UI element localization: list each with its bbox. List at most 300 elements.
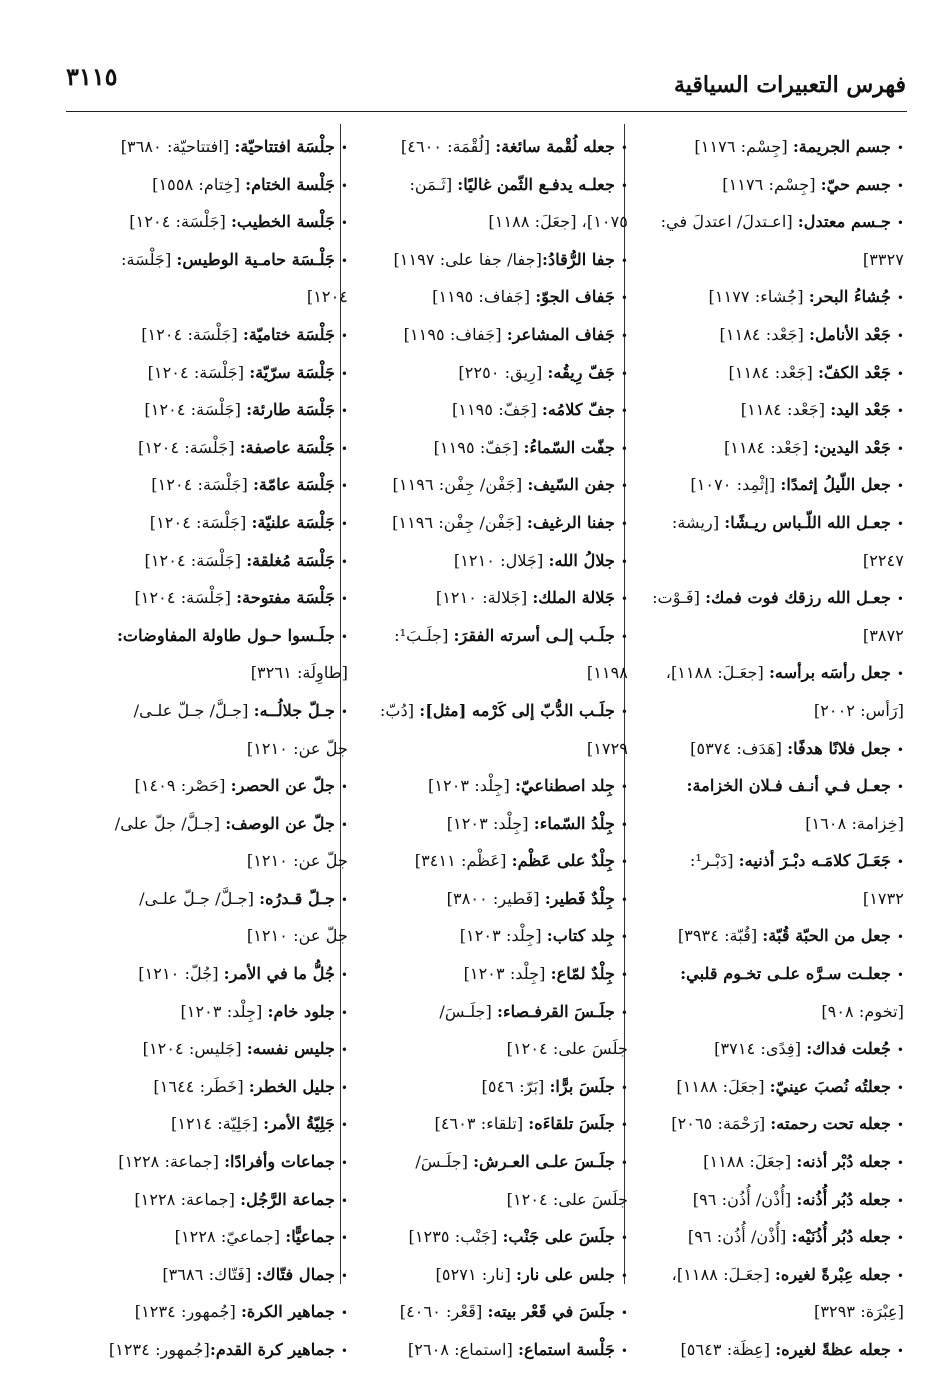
entry-expression: جعـل الله اللّـباس ريـشًا: xyxy=(724,512,891,532)
entry-reference: [ريشة: xyxy=(671,512,725,532)
entry-reference: [جَلْسَة: ١٢٠٤] xyxy=(134,588,237,608)
entry-reference: [جماعة: ١٢٢٨] xyxy=(118,1152,225,1172)
bullet-icon: • xyxy=(896,516,904,531)
entry-expression: جعل رأسَه برأسه: xyxy=(768,663,891,683)
entry-reference: [جلَـسَ/ xyxy=(415,1152,474,1172)
entry-reference: [جَفْن/ جِفْن: ١١٩٦] xyxy=(392,512,527,532)
index-entry-continuation xyxy=(346,730,628,768)
entry-reference: [عِبْرَة: ٣٢٩٣] xyxy=(814,1302,904,1322)
entry-reference: [نار: ٥٢٧١] xyxy=(435,1264,516,1284)
index-entry-continuation xyxy=(622,241,904,279)
entry-expression: جِلْدُ السّماء: xyxy=(533,813,615,833)
index-entry xyxy=(66,993,348,1031)
entry-expression: جَلْسَة طارئة: xyxy=(246,400,335,420)
index-entry xyxy=(622,842,904,880)
bullet-icon: • xyxy=(620,855,628,870)
index-entry xyxy=(66,880,348,918)
entry-reference: [جِسْم: ١١٧٦] xyxy=(694,137,793,156)
index-entry xyxy=(66,1143,348,1181)
entry-expression: جَلالة الملك: xyxy=(532,588,615,608)
index-entry xyxy=(622,1068,904,1106)
bullet-icon: • xyxy=(620,1118,628,1133)
bullet-icon: • xyxy=(896,1193,904,1208)
entry-expression: جعل اللّيلُ إثمدًا: xyxy=(780,475,891,495)
index-entry-continuation xyxy=(346,1181,628,1219)
entry-reference: [خِزامة: ١٦٠٨] xyxy=(805,813,904,833)
entry-expression: جَلْسَة علنيّة: xyxy=(251,512,335,532)
bullet-icon: • xyxy=(896,141,904,155)
entry-expression: جفّ كلامُه: xyxy=(541,400,615,420)
entry-expression: جَلْسَة مُغلقة: xyxy=(246,550,335,570)
running-title: فهرس التعبيرات السياقية xyxy=(673,72,906,98)
entry-expression: جَفاف الجوّ: xyxy=(535,287,615,307)
entry-reference: [جُشاء: ١١٧٧] xyxy=(708,287,809,307)
bullet-icon: • xyxy=(620,629,628,644)
index-entry xyxy=(346,917,628,955)
bullet-icon: • xyxy=(340,253,348,268)
entry-reference: [جَلْسَة: ١٢٠٤] xyxy=(144,550,247,570)
bullet-icon: • xyxy=(620,892,628,907)
entry-reference: [جَفاف: ١١٩٥] xyxy=(432,287,536,307)
page-number: ٣١١٥ xyxy=(66,62,118,91)
bullet-icon: • xyxy=(896,1268,904,1283)
bullet-icon: • xyxy=(620,441,628,456)
bullet-icon: • xyxy=(896,1156,904,1171)
index-entry xyxy=(66,617,348,655)
index-entry xyxy=(346,1218,628,1256)
entry-reference: ١٢٠٤] xyxy=(306,287,348,307)
bullet-icon: • xyxy=(896,930,904,945)
bullet-icon: • xyxy=(340,1231,348,1246)
index-entry xyxy=(622,466,904,504)
entry-reference: [جُلّ: ١٢١٠] xyxy=(138,964,224,984)
entry-expression: جعله تحت رحمته: xyxy=(770,1114,891,1134)
entry-reference: [قَعْر: ٤٠٦٠] xyxy=(399,1302,488,1322)
index-entry xyxy=(66,354,348,392)
index-entry xyxy=(622,1143,904,1181)
entry-expression: جُعلت فداك: xyxy=(806,1039,891,1059)
entry-reference: [بَرّ: ٥٤٦] xyxy=(481,1076,550,1096)
index-entry xyxy=(346,842,628,880)
entry-expression: جِلْدٌ على عَظْم: xyxy=(511,851,615,871)
index-entry xyxy=(622,579,904,617)
entry-expression: جَعْد الكفّ: xyxy=(817,362,891,382)
entry-reference: [قُبّة: ٣٩٣٤] xyxy=(677,926,763,946)
index-entry-continuation xyxy=(622,617,904,655)
index-entry xyxy=(66,1293,348,1331)
entry-expression: جُلُّ ما في الأمر: xyxy=(223,964,335,984)
index-entry xyxy=(622,955,904,993)
entry-reference: [جِلْد: ١٢٠٣] xyxy=(459,926,547,946)
entry-expression: جعل من الحبّة قُبّة: xyxy=(762,926,891,946)
entry-expression: جلْسَة افتتاحيّة: xyxy=(234,137,335,156)
index-entry xyxy=(66,466,348,504)
index-entry xyxy=(346,955,628,993)
entry-reference: [جعَلَ: ١١٨٨] xyxy=(703,1152,797,1172)
entry-reference: ٣٨٧٢] xyxy=(862,625,904,645)
entry-reference: [عَظْم: ٣٤١١] xyxy=(414,851,512,871)
entry-reference: ١١٩٨] xyxy=(586,663,628,683)
entry-reference: [جَليس: ١٢٠٤] xyxy=(142,1039,247,1059)
bullet-icon: • xyxy=(340,178,348,193)
index-entry xyxy=(346,504,628,542)
entry-reference: [افتتاحيّة: ٣٦٨٠] xyxy=(120,137,235,156)
bullet-icon: • xyxy=(340,1306,348,1321)
bullet-icon: • xyxy=(620,366,628,381)
bullet-icon: • xyxy=(620,178,628,193)
bullet-icon: • xyxy=(620,141,628,155)
index-entry xyxy=(622,128,904,166)
bullet-icon: • xyxy=(620,1005,628,1020)
bullet-icon: • xyxy=(896,216,904,231)
bullet-icon: • xyxy=(340,516,348,531)
bullet-icon: • xyxy=(340,1118,348,1133)
entry-expression: جعلـت سـرَّه علـى تخـوم قلبي: xyxy=(680,964,891,984)
index-entry xyxy=(66,391,348,429)
index-entry-continuation xyxy=(66,917,348,955)
bullet-icon: • xyxy=(340,404,348,419)
bullet-icon: • xyxy=(340,1344,348,1358)
bullet-icon: • xyxy=(620,253,628,268)
entry-reference: [جماعة: ١٢٢٨] xyxy=(134,1189,241,1209)
entry-expression: جعلـه يدفـع الثّمن غاليًا: xyxy=(457,174,615,194)
entry-expression: جلَسَ برًّا: xyxy=(549,1076,615,1096)
entry-reference: [جَلْسَة: ١٢٠٤] xyxy=(149,512,252,532)
index-entry xyxy=(346,993,628,1031)
entry-reference: [جعَـلَ: ١١٨٨]، xyxy=(665,663,769,683)
index-entry xyxy=(622,1105,904,1143)
index-entry-continuation xyxy=(622,880,904,918)
bullet-icon: • xyxy=(340,780,348,795)
entry-reference: [فَـوْت: xyxy=(652,588,706,608)
entry-expression: جلَـسوا حـول طاولة المفاوضات: xyxy=(116,625,335,645)
bullet-icon: • xyxy=(620,479,628,494)
index-entry xyxy=(622,767,904,805)
entry-reference: [جَعْد: ١١٨٤] xyxy=(728,362,818,382)
bullet-icon: • xyxy=(620,1268,628,1283)
index-entry xyxy=(346,880,628,918)
entry-reference: [جـلَّ/ جلّ على/ xyxy=(114,813,226,833)
entry-expression: جِلد اصطناعيّ: xyxy=(515,776,615,796)
entry-reference: [رَأس: ٢٠٠٢] xyxy=(813,700,904,720)
bullet-icon: • xyxy=(340,141,348,155)
bullet-icon: • xyxy=(896,742,904,757)
entry-expression: جلَـسَ علـى العـرش: xyxy=(473,1152,615,1172)
entry-reference: جلّ عن: ١٢١٠] xyxy=(246,851,348,871)
entry-expression: جَعْد اليدين: xyxy=(813,437,891,457)
bullet-icon: • xyxy=(896,968,904,983)
index-entry xyxy=(66,429,348,467)
index-entry-continuation xyxy=(346,203,628,241)
entry-expression: جَعْد الأنامل: xyxy=(808,324,891,344)
entry-reference: [رَحْمَة: ٢٠٦٥] xyxy=(671,1114,771,1134)
entry-expression: جلّ عن الوصف: xyxy=(225,813,335,833)
entry-expression: جليس نفسه: xyxy=(246,1039,335,1059)
entry-expression: جلود خام: xyxy=(267,1001,335,1021)
index-column-right xyxy=(622,128,904,1369)
index-entry xyxy=(346,579,628,617)
bullet-icon: • xyxy=(620,704,628,719)
entry-expression: جلالُ الله: xyxy=(548,550,615,570)
bullet-icon: • xyxy=(896,404,904,419)
index-entry xyxy=(66,579,348,617)
entry-reference: [حَصْر: ١٤٠٩] xyxy=(134,776,231,796)
index-entry xyxy=(622,654,904,692)
entry-expression: جماعات وأفرادًا: xyxy=(224,1152,335,1172)
entry-reference: [جفا/ جفا على: ١١٩٧] xyxy=(393,249,543,269)
index-entry xyxy=(66,316,348,354)
bullet-icon: • xyxy=(340,892,348,907)
index-column-left xyxy=(66,128,348,1369)
bullet-icon: • xyxy=(896,479,904,494)
index-entry xyxy=(622,203,904,241)
entry-reference: جلَسَ على: ١٢٠٤] xyxy=(506,1039,628,1059)
entry-reference: [جِلْد: ١٢٠٣] xyxy=(427,776,516,796)
entry-reference: [جَلْسَة: ١٢٠٤] xyxy=(141,324,243,344)
entry-reference: [دُبّ: xyxy=(379,700,420,720)
index-entry-continuation xyxy=(622,542,904,580)
entry-expression: جَلْسة استماع: xyxy=(518,1340,615,1359)
bullet-icon: • xyxy=(620,780,628,795)
index-entry xyxy=(346,617,628,655)
bullet-icon: • xyxy=(896,592,904,607)
entry-expression: جعله دُبُر أُذُنه: xyxy=(796,1189,891,1209)
entry-reference: [جَعْد: ١١٨٤] xyxy=(723,437,814,457)
entry-expression: جَلْسَة عامّة: xyxy=(252,475,335,495)
entry-reference: [جَلْسَة: ١٢٠٤] xyxy=(147,362,250,382)
bullet-icon: • xyxy=(340,216,348,231)
bullet-icon: • xyxy=(620,328,628,343)
index-entry xyxy=(66,692,348,730)
entry-expression: جفا الرُّقادُ: xyxy=(542,249,615,269)
entry-expression: جَعْد اليد: xyxy=(830,400,891,420)
index-entry-continuation xyxy=(66,730,348,768)
index-entry xyxy=(66,1256,348,1294)
entry-expression: جَلْسة الختام: xyxy=(245,174,335,194)
entry-expression: جسم الجريمة: xyxy=(792,137,891,156)
entry-reference: [جلَـسَ/ xyxy=(439,1001,498,1021)
entry-expression: جعله دُبُر أُذُنَيْه: xyxy=(791,1227,891,1247)
index-entry xyxy=(66,128,348,166)
entry-expression: جِلْدٌ لمّاع: xyxy=(550,964,615,984)
entry-reference: جلّ عن: ١٢١٠] xyxy=(246,738,348,758)
bullet-icon: • xyxy=(340,629,348,644)
index-entry xyxy=(346,542,628,580)
entry-expression: جعله عِبْرةً لغيره: xyxy=(774,1264,891,1284)
bullet-icon: • xyxy=(340,479,348,494)
index-entry xyxy=(346,391,628,429)
index-entry-continuation xyxy=(622,1293,904,1331)
bullet-icon: • xyxy=(340,1043,348,1058)
bullet-icon: • xyxy=(896,178,904,193)
entry-expression: جفنا الرغيف: xyxy=(526,512,615,532)
index-entry-continuation xyxy=(66,654,348,692)
entry-expression: جعله لُقْمة سائغة: xyxy=(495,137,615,156)
entry-expression: جـلّ قـدرُه: xyxy=(259,888,335,908)
index-entry xyxy=(346,278,628,316)
bullet-icon: • xyxy=(896,855,904,870)
bullet-icon: • xyxy=(896,328,904,343)
entry-expression: جَلْسَة مفتوحة: xyxy=(236,588,335,608)
index-entry-continuation xyxy=(66,278,348,316)
bullet-icon: • xyxy=(340,554,348,569)
index-entry xyxy=(622,1256,904,1294)
index-entry xyxy=(66,542,348,580)
entry-expression: جعلتُه نُصبَ عينيّ: xyxy=(769,1076,891,1096)
entry-expression: جسم حيّ: xyxy=(820,174,891,194)
bullet-icon: • xyxy=(896,1043,904,1058)
entry-reference: [جِسْم: ١١٧٦] xyxy=(722,174,821,194)
entry-expression: جماعيًّا: xyxy=(285,1227,335,1247)
index-entry xyxy=(346,1105,628,1143)
entry-expression: جعله دُبْر أذنه: xyxy=(796,1152,891,1172)
index-entry xyxy=(66,1105,348,1143)
index-entry xyxy=(622,917,904,955)
entry-reference: ١٠٧٥]، [جعَلَ: ١١٨٨] xyxy=(488,212,628,232)
index-entry xyxy=(622,730,904,768)
entry-reference: [اعـتدلَ/ اعتدلَ في: xyxy=(660,212,798,232)
bullet-icon: • xyxy=(620,1156,628,1171)
bullet-icon: • xyxy=(340,1268,348,1283)
bullet-icon: • xyxy=(620,554,628,569)
bullet-icon: • xyxy=(896,1231,904,1246)
entry-expression: جفّت السّماءُ: xyxy=(523,437,615,457)
entry-expression: جلس على نار: xyxy=(515,1264,615,1284)
entry-reference: [جَفاف: ١١٩٥] xyxy=(403,324,507,344)
bullet-icon: • xyxy=(896,1080,904,1095)
bullet-icon: • xyxy=(896,291,904,306)
entry-expression: جَعَـلَ كلامَـه دبْـرَ أذنيه: xyxy=(738,851,891,871)
index-entry-continuation xyxy=(622,805,904,843)
entry-expression: جَلْسَة عاصفة: xyxy=(239,437,335,457)
index-entry xyxy=(66,767,348,805)
entry-reference: [جُمهور: ١٢٣٤] xyxy=(108,1340,210,1359)
bullet-icon: • xyxy=(340,1193,348,1208)
entry-reference: جلَسَ على: ١٢٠٤] xyxy=(506,1189,628,1209)
index-entry xyxy=(346,466,628,504)
index-entry-continuation xyxy=(346,654,628,692)
entry-expression: جلَسَ على جَنْب: xyxy=(502,1227,615,1247)
entry-reference: [جلَـبَ¹: xyxy=(394,625,454,645)
index-entry xyxy=(622,1331,904,1369)
index-entry xyxy=(66,1068,348,1106)
entry-reference: [دَبْـر¹: xyxy=(689,851,739,871)
entry-reference: [جَفّ: ١١٩٥] xyxy=(433,437,524,457)
entry-expression: جَفاف المشاعر: xyxy=(506,324,615,344)
index-entry xyxy=(622,278,904,316)
entry-reference: [جَلِيّة: ١٢١٤] xyxy=(171,1114,264,1134)
entry-expression: جليل الخطر: xyxy=(248,1076,335,1096)
entry-reference: ١٧٣٢] xyxy=(862,888,904,908)
index-entry xyxy=(346,1256,628,1294)
entry-expression: جـسم معتدل: xyxy=(797,212,891,232)
index-entry xyxy=(66,504,348,542)
bullet-icon: • xyxy=(896,366,904,381)
index-entry-continuation xyxy=(622,692,904,730)
entry-expression: جلّ عن الحصر: xyxy=(230,776,335,796)
index-entry xyxy=(622,166,904,204)
index-column-middle xyxy=(346,128,628,1369)
index-entry xyxy=(622,1030,904,1068)
index-entry xyxy=(346,316,628,354)
entry-expression: جَلْسَة ختاميّة: xyxy=(242,324,335,344)
bullet-icon: • xyxy=(340,817,348,832)
entry-expression: جَلْـسَة حامـية الوطيس: xyxy=(176,249,335,269)
bullet-icon: • xyxy=(340,1080,348,1095)
index-entry xyxy=(622,1181,904,1219)
index-entry xyxy=(66,241,348,279)
bullet-icon: • xyxy=(340,366,348,381)
index-entry xyxy=(66,1331,348,1369)
entry-expression: جلَـب الدُّبّ إلى كَرْمه [مثل]: xyxy=(419,700,615,720)
index-entry xyxy=(346,767,628,805)
index-entry xyxy=(622,1218,904,1256)
entry-reference: [هَدَف: ٥٣٧٤] xyxy=(690,738,788,758)
index-entry xyxy=(346,1143,628,1181)
index-entry-continuation xyxy=(622,993,904,1031)
index-entry xyxy=(66,1218,348,1256)
index-entry xyxy=(622,354,904,392)
entry-expression: جفن السّيف: xyxy=(527,475,615,495)
entry-reference: [لُقْمَة: ٤٦٠٠] xyxy=(400,137,496,156)
entry-reference: جلّ عن: ١٢١٠] xyxy=(246,926,348,946)
entry-expression: جَفّ رِيقُه: xyxy=(547,362,615,382)
entry-reference: [جِلْد: ١٢٠٣] xyxy=(180,1001,268,1021)
entry-reference: [خَطَر: ١٦٤٤] xyxy=(153,1076,249,1096)
entry-expression: جلَسَ في قَعْر بيته: xyxy=(487,1302,615,1322)
entry-expression: جِلد كتاب: xyxy=(546,926,615,946)
entry-reference: [جِلْد: ١٢٠٣] xyxy=(446,813,534,833)
bullet-icon: • xyxy=(620,1080,628,1095)
entry-reference: [جِلْد: ١٢٠٣] xyxy=(463,964,551,984)
entry-expression: جعل فلانًا هدفًا: xyxy=(787,738,891,758)
index-entry xyxy=(346,128,628,166)
entry-reference: ١٧٢٩] xyxy=(586,738,628,758)
index-entry xyxy=(346,1068,628,1106)
entry-reference: [جـلَّ/ جـلّ علـى/ xyxy=(139,888,260,908)
index-entry xyxy=(66,1030,348,1068)
entry-reference: [جَنْب: ١٢٣٥] xyxy=(408,1227,503,1247)
bullet-icon: • xyxy=(340,1005,348,1020)
entry-reference: [رِيق: ٢٢٥٠] xyxy=(458,362,548,382)
bullet-icon: • xyxy=(340,592,348,607)
entry-expression: جُشاءُ البحر: xyxy=(808,287,891,307)
index-entry xyxy=(346,166,628,204)
bullet-icon: • xyxy=(620,291,628,306)
entry-reference: [استماع: ٢٦٠٨] xyxy=(407,1340,518,1359)
bullet-icon: • xyxy=(340,1156,348,1171)
bullet-icon: • xyxy=(340,704,348,719)
entry-reference: [جَعْد: ١١٨٤] xyxy=(719,324,809,344)
entry-reference: [جَلال: ١٢١٠] xyxy=(453,550,549,570)
index-entry xyxy=(622,429,904,467)
entry-reference: [تخوم: ٩٠٨] xyxy=(821,1001,904,1021)
entry-reference: [جَفْن/ جِفْن: ١١٩٦] xyxy=(392,475,528,495)
entry-reference: [جماعيّ: ١٢٢٨] xyxy=(174,1227,286,1247)
entry-reference: [فِدًى: ٣٧١٤] xyxy=(714,1039,807,1059)
entry-expression: جعله عظةً لغيره: xyxy=(775,1340,891,1359)
page-header xyxy=(66,58,906,108)
bullet-icon: • xyxy=(620,516,628,531)
entry-reference: [جعَلَ: ١١٨٨] xyxy=(676,1076,770,1096)
index-entry xyxy=(66,1181,348,1219)
index-entry xyxy=(346,241,628,279)
entry-expression: جَلِيّةُ الأمر: xyxy=(263,1114,335,1134)
index-entry-continuation xyxy=(346,1030,628,1068)
entry-expression: جلَـب إلـى أسرته الفقرَ: xyxy=(453,625,615,645)
index-entry xyxy=(622,316,904,354)
entry-reference: ٣٣٢٧] xyxy=(862,249,904,269)
